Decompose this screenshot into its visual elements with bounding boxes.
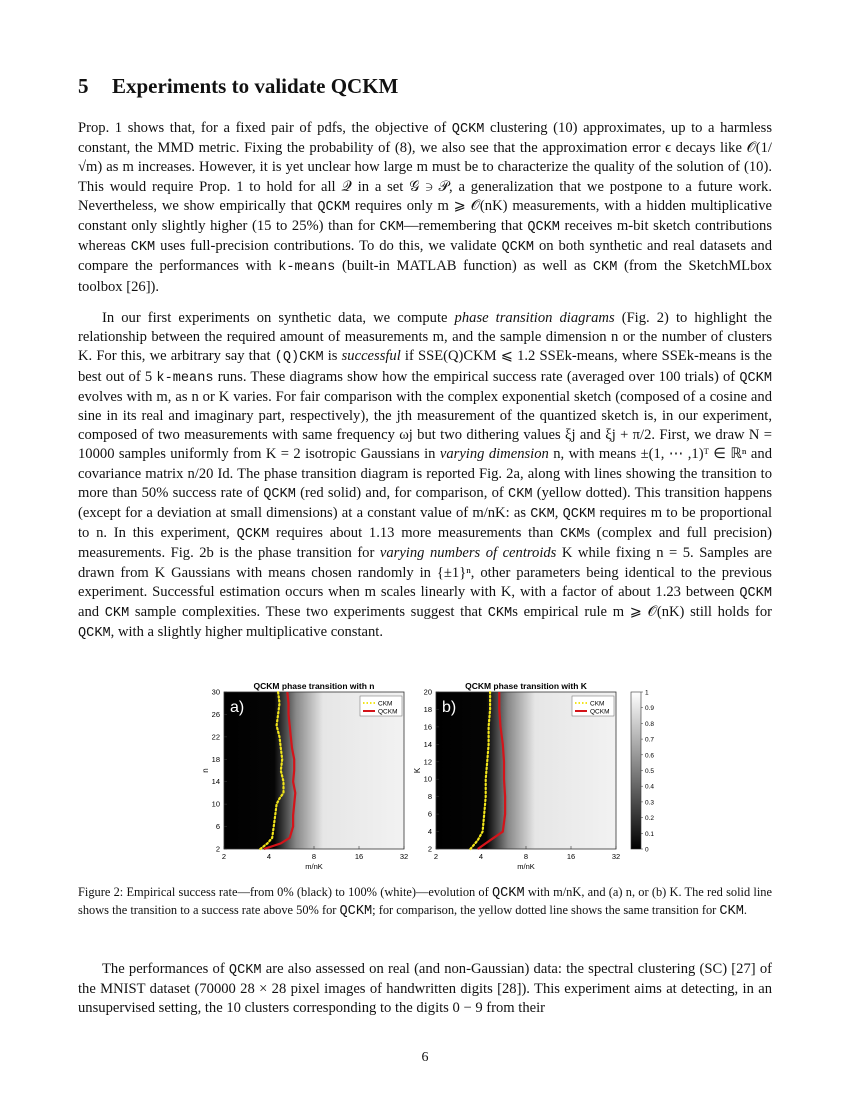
y-tick-label: 22 (211, 732, 220, 742)
y-tick-label: 20 (423, 687, 432, 697)
text-run: (from the SketchMLbox toolbox [26]). (78, 258, 772, 295)
code-run: QCKM (739, 370, 772, 386)
code-run: QCKM (317, 199, 351, 215)
y-tick-label: 18 (211, 754, 220, 764)
x-axis-label: m/nK (517, 862, 535, 871)
x-tick-label: 4 (266, 852, 272, 861)
x-tick-label: 16 (566, 852, 576, 861)
code-run: QCKM (263, 486, 296, 502)
y-axis-label: K (413, 767, 422, 774)
section-number: 5 (78, 74, 89, 98)
text-run: s empirical rule m ⩾ 𝒪(nK) still holds for (512, 604, 772, 621)
code-run: QCKM (78, 626, 111, 642)
page-number: 6 (421, 1050, 429, 1065)
text-run: on both synthetic and real datasets and compare the performances with (78, 238, 772, 275)
colorbar-tick-label: 0.4 (645, 783, 655, 791)
section-heading (78, 74, 398, 99)
italic-run: varying numbers of centroids (379, 545, 557, 562)
x-tick-label: 2 (221, 852, 227, 861)
colorbar-tick-label: 0.3 (645, 799, 655, 807)
panel-label: b) (442, 699, 457, 716)
text-run: (Fig. 2) to highlight the relationship between the required amount of measurements m, and the sample dimension n or the number of clusters K. For this, we arbitrary say that (78, 310, 772, 365)
italic-run: varying dimension (439, 446, 549, 463)
italic-run: successful (341, 348, 401, 365)
colorbar-tick-label: 0.1 (645, 830, 655, 838)
code-run: CKM (508, 486, 533, 502)
text-run: is (323, 348, 342, 365)
text-run: The performances of (102, 961, 229, 977)
text-run: requires only m ⩾ 𝒪(nK) measurements, with a hidden multiplicative constant only slightly higher (15 to 25%) than for (78, 197, 772, 235)
x-tick-label: 8 (523, 852, 529, 861)
code-run: k-means (156, 370, 214, 386)
code-run: CKM (530, 507, 555, 523)
text-run: (yellow dotted). This transition happens (except for a deviation at small dimensions) at a constant value of m/nK: as (78, 484, 773, 522)
text-run: (built-in MATLAB function) as well as (335, 258, 593, 275)
colorbar-tick-label: 0.6 (645, 752, 655, 760)
code-run: QCKM (236, 527, 270, 543)
chart-title: QCKM phase transition with K (465, 681, 587, 691)
y-tick-label: 14 (211, 777, 220, 787)
text-run: clustering (10) approximates, up to a harmless constant, the MMD metric. Fixing the probability of (8), we also see that the approximation error ϵ decays like 𝒪(1/√m) as m increases. However, it is yet unclear how large m must be to characterize the quality of the solution of (10). This would require Prop. 1 to hold for all 𝒬 in a set 𝒢 ∋ 𝒫, a generalization that we postpone to a future work. Nevertheless, we show empirically that (78, 120, 772, 214)
code-run: QCKM (339, 904, 373, 919)
code-run: CKM (379, 220, 404, 236)
y-tick-label: 4 (427, 827, 432, 837)
text-run: n, with means ±(1, ⋯ ,1)ᵀ ∈ ℝⁿ and covariance matrix n/20 Id. The phase transition diagram is reported Fig. 2a, along with lines showing the transition to more than 50% success rate of (78, 446, 772, 501)
code-run: QCKM (491, 886, 525, 901)
text-run: Prop. 1 shows that, for a fixed pair of pdfs, the objective of (78, 120, 452, 136)
text-run: requires m to be proportional to n. In this experiment, (78, 505, 772, 542)
x-tick-label: 32 (611, 852, 621, 861)
y-tick-label: 16 (423, 722, 432, 732)
code-run: k-means (278, 260, 336, 276)
x-tick-label: 8 (311, 852, 317, 861)
text-run: sample complexities. These two experiments suggest that (129, 604, 488, 621)
y-tick-label: 2 (427, 844, 432, 854)
y-tick-label: 2 (215, 844, 220, 854)
code-run: QCKM (527, 220, 560, 236)
colorbar-tick-label: 1 (645, 689, 649, 697)
y-tick-label: 10 (211, 799, 220, 809)
y-tick-label: 30 (211, 687, 220, 697)
x-tick-label: 2 (433, 852, 439, 861)
text-run: —remembering that (403, 218, 528, 235)
code-run: (Q)CKM (274, 350, 324, 366)
code-run: CKM (560, 527, 585, 543)
x-axis-label: m/nK (305, 862, 323, 871)
y-tick-label: 10 (423, 774, 432, 784)
y-tick-label: 6 (215, 822, 220, 832)
text-run: ; for comparison, the yellow dotted line shows the same transition for (372, 903, 720, 917)
code-run: QCKM (739, 585, 772, 601)
paragraph-2 (78, 309, 772, 643)
panel-label: a) (230, 699, 245, 716)
phase-transition-figure (196, 680, 726, 875)
code-run: QCKM (562, 507, 596, 523)
legend-label: QCKM (590, 708, 610, 716)
text-run: (red solid) and, for comparison, of (295, 484, 509, 501)
text-run: if SSE(Q)CKM ⩽ 1.2 SSEk-means, where SSEk-means is the best out of 5 (78, 348, 772, 385)
text-run: with m/nK, and (a) n, or (b) K. The red solid line shows the transition to a success rate above 50% for (78, 885, 772, 917)
text-run: requires about 1.13 more measurements than (269, 525, 561, 542)
text-run: s (complex and full precision) measurements. Fig. 2b is the phase transition for (78, 525, 773, 562)
colorbar-tick-label: 0.2 (645, 815, 655, 823)
colorbar-tick-label: 0.5 (645, 768, 655, 775)
colorbar (631, 692, 641, 849)
y-tick-label: 26 (211, 709, 220, 719)
x-tick-label: 32 (399, 852, 409, 861)
section-title: Experiments to validate QCKM (112, 74, 399, 98)
code-run: CKM (487, 606, 513, 622)
y-axis-label: n (201, 768, 210, 773)
paragraph-1 (78, 119, 772, 297)
text-run: , (554, 505, 563, 522)
code-run: QCKM (228, 963, 262, 978)
text-run: uses full-precision contributions. To do this, we validate (155, 238, 502, 255)
text-run: receives m-bit sketch contributions whereas (78, 218, 772, 255)
text-run: evolves with m, as n or K varies. For fair comparison with the complex exponential sketch (composed of a cosine and sine in its real and imaginary part, respectively), the jth measurement of the quantized sketch is, in our experiment, composed of two measurements with same frequency ωj but two dithering values ξj and ξj + π/2. First, we draw N = 10000 samples uniformly from K = 2 isotropic Gaussians in (78, 388, 772, 463)
y-tick-label: 12 (423, 757, 432, 767)
text-run: , with a slightly higher multiplicative constant. (110, 624, 384, 641)
y-tick-label: 14 (423, 739, 432, 749)
text-run: are also assessed on real (and non-Gaussian) data: the spectral clustering (SC) [27] of the MNIST dataset (70000 28 × 28 pixel images of handwritten digits [28]). This experiment aims at detecting, in an unsupervised setting, the 10 clusters corresponding to the digits 0 − 9 from their (78, 961, 772, 1017)
code-run: CKM (130, 240, 156, 256)
text-run: K while fixing n = 5. Samples are drawn from K Gaussians with means chosen randomly in {±1}ⁿ, other parameters being identical to the previous experiment. Successful estimation occurs when m scales linearly with K, with a factor of about 1.23 between (78, 545, 772, 600)
text-run: . (743, 903, 747, 917)
colorbar-tick-label: 0 (645, 846, 649, 854)
colorbar-tick-label: 0.9 (645, 705, 655, 713)
text-run: runs. These diagrams show how the empirical success rate (averaged over 100 trials) of (213, 368, 740, 385)
colorbar-tick-label: 0.8 (645, 720, 655, 728)
legend-label: CKM (590, 700, 605, 708)
code-run: CKM (719, 904, 744, 919)
paragraph-3 (78, 960, 772, 1019)
code-run: QCKM (501, 240, 535, 256)
code-run: CKM (104, 606, 130, 622)
text-run: Figure 2: Empirical success rate—from 0% (black) to 100% (white)—evolution of (78, 885, 492, 899)
y-tick-label: 18 (423, 704, 432, 714)
y-tick-label: 6 (427, 809, 432, 819)
legend-label: CKM (378, 700, 393, 708)
figure-2 (196, 680, 726, 875)
x-tick-label: 16 (354, 852, 364, 861)
x-tick-label: 4 (478, 852, 484, 861)
italic-run: phase transition diagrams (454, 310, 615, 326)
legend-label: QCKM (378, 708, 398, 716)
colorbar-tick-label: 0.7 (645, 736, 655, 744)
figure-caption (78, 884, 772, 920)
y-tick-label: 8 (427, 792, 432, 802)
code-run: QCKM (451, 122, 485, 137)
code-run: CKM (592, 260, 618, 276)
text-run: In our first experiments on synthetic data, we compute (102, 310, 455, 326)
text-run: and (78, 604, 105, 621)
chart-title: QCKM phase transition with n (253, 681, 375, 691)
